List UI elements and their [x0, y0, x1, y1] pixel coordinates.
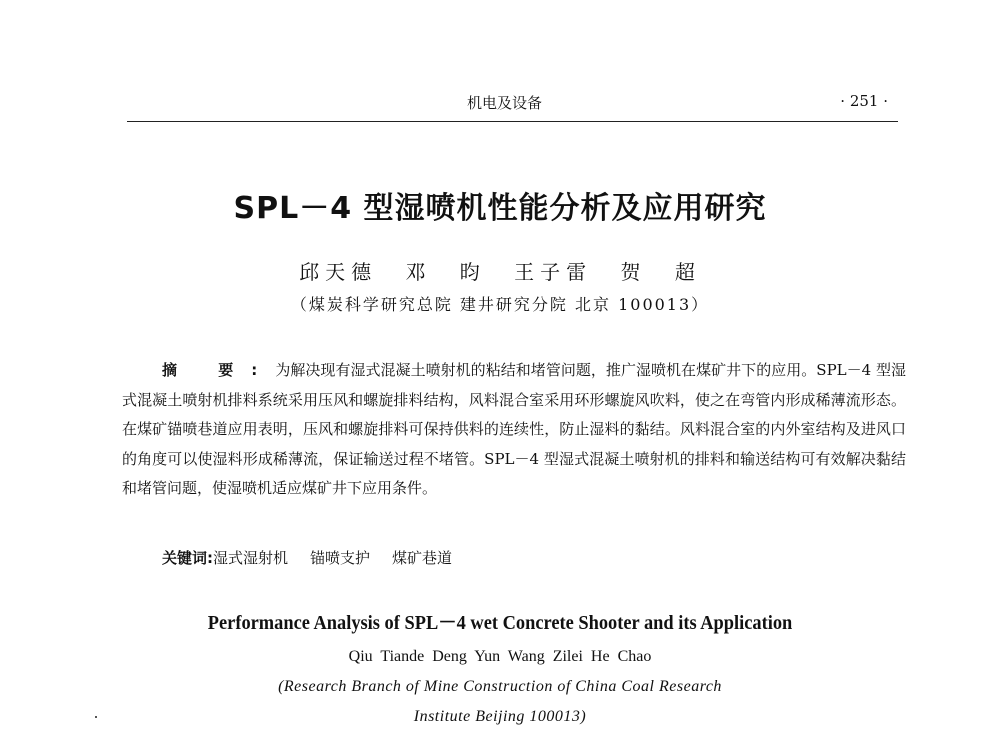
- scan-speck: [95, 716, 97, 718]
- header-rule: [127, 121, 898, 122]
- authors-en: Qiu Tiande Deng Yun Wang Zilei He Chao: [348, 648, 652, 665]
- keyword: 煤矿巷道: [392, 549, 453, 567]
- authors-cn: 邱天德 邓 昀 王子雷 贺 超: [299, 260, 701, 284]
- abstract-text: 为解决现有湿式混凝土喷射机的粘结和堵管问题，推广湿喷机在煤矿井下的应用。SPL－4 型湿式混凝土喷射机排料系统采用压风和螺旋排料结构，风料混合室采用环形螺旋风吹料，使之在弯管内形成稀薄流形态。在煤矿锚喷巷道应用表明，压风和螺旋排料可保持供料的连续性，防止湿料的黏结。风料混合室的内外室结构及进风口的角度可以使湿料形成稀薄流，保证输送过程不堵管。SPL－4 型湿式混凝土喷射机的排料和输送结构可有效解决黏结和堵管问题，使湿喷机适应煤矿井下应用条件。: [122, 361, 906, 497]
- paper-title-cn: SPL－4 型湿喷机性能分析及应用研究: [233, 191, 767, 226]
- section-name: 机电及设备: [467, 94, 543, 112]
- page-number: · 251 ·: [840, 92, 888, 110]
- paper-title-en: Performance Analysis of SPL－4 wet Concrete Shooter and its Application: [207, 612, 793, 634]
- keyword: 湿式湿射机: [213, 549, 289, 567]
- keyword: 锚喷支护: [310, 549, 371, 567]
- affiliation-en-line2: Institute Beijing 100013): [413, 708, 587, 725]
- running-header: [127, 92, 898, 114]
- abstract: [122, 356, 906, 504]
- keywords-label: 关键词:: [162, 549, 213, 567]
- keywords: [162, 547, 474, 568]
- affiliation-cn: （煤炭科学研究总院 建井研究分院 北京 100013）: [290, 295, 710, 314]
- affiliation-en-line1: (Research Branch of Mine Construction of China Coal Research: [278, 678, 722, 695]
- abstract-label: 摘 要:: [162, 361, 276, 379]
